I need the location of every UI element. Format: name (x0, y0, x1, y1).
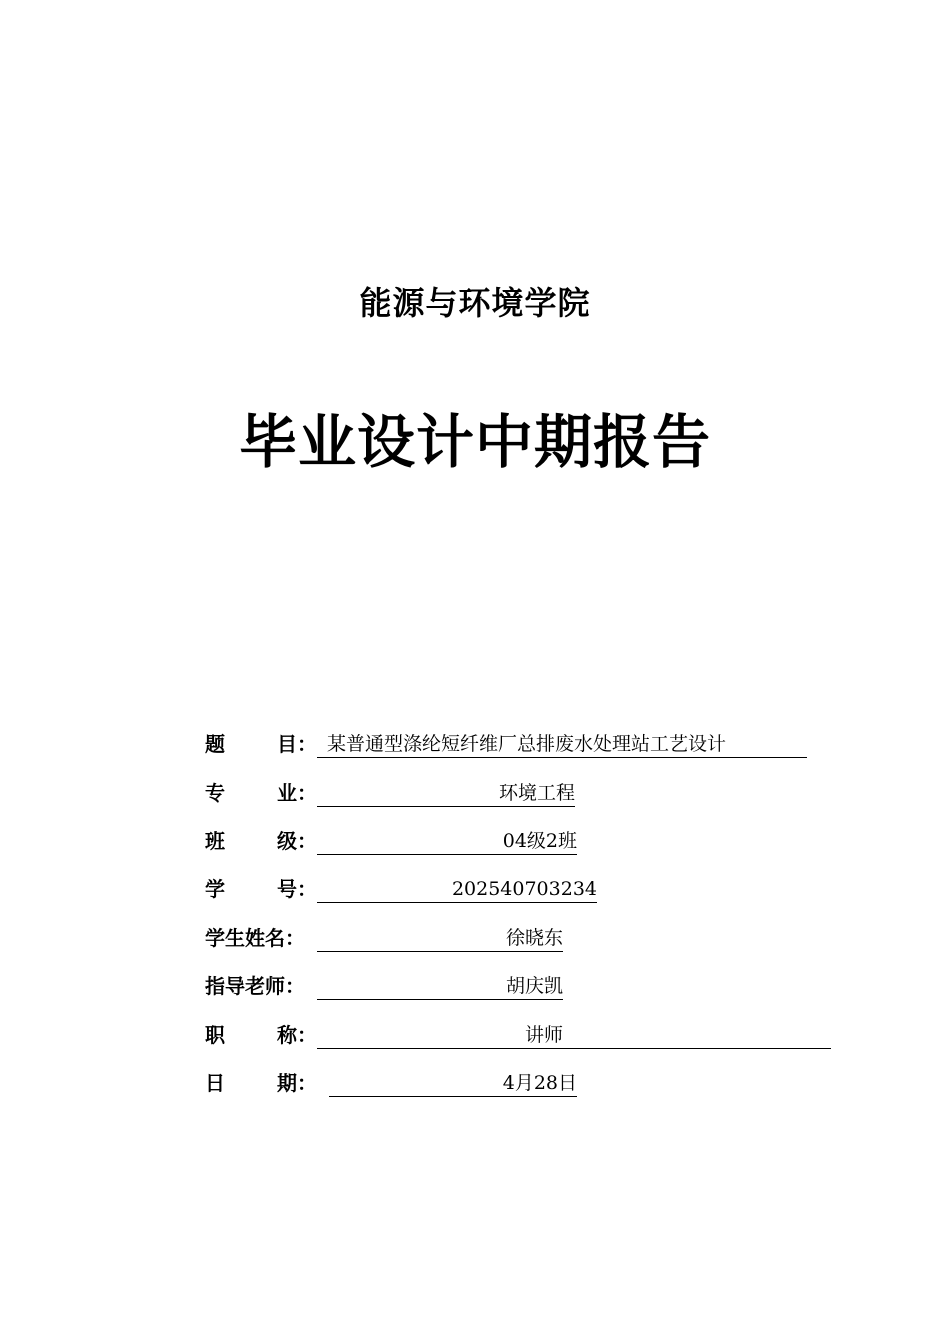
field-advisor (205, 970, 563, 1000)
field-title-rank-label: 职 称： (205, 1023, 317, 1047)
field-class-value: 04级2班 (317, 829, 577, 855)
field-title-rank-value: 讲师 (317, 1023, 831, 1049)
field-student-name (205, 922, 563, 952)
field-date (205, 1067, 577, 1097)
school-name: 能源与环境学院 (359, 284, 591, 322)
field-major (205, 777, 575, 807)
field-class-label: 班 级： (205, 829, 317, 853)
report-title: 毕业设计中期报告 (238, 408, 711, 476)
field-title-rank (205, 1019, 831, 1049)
field-class (205, 825, 577, 855)
field-date-label: 日 期： (205, 1071, 317, 1095)
field-advisor-label: 指导老师： (205, 974, 305, 998)
field-student-id-label: 学 号： (205, 877, 317, 901)
field-date-value: 4月28日 (329, 1071, 577, 1097)
field-advisor-value: 胡庆凯 (317, 974, 563, 1000)
field-topic-value: 某普通型涤纶短纤维厂总排废水处理站工艺设计 (317, 732, 807, 758)
field-topic (205, 728, 807, 758)
field-major-label: 专 业： (205, 781, 317, 805)
field-student-id (205, 873, 597, 903)
field-student-name-value: 徐晓东 (317, 926, 563, 952)
field-topic-label: 题 目： (205, 732, 317, 756)
field-student-name-label: 学生姓名： (205, 926, 305, 950)
field-major-value: 环境工程 (317, 781, 575, 807)
field-student-id-value: 202540703234 (317, 877, 597, 903)
